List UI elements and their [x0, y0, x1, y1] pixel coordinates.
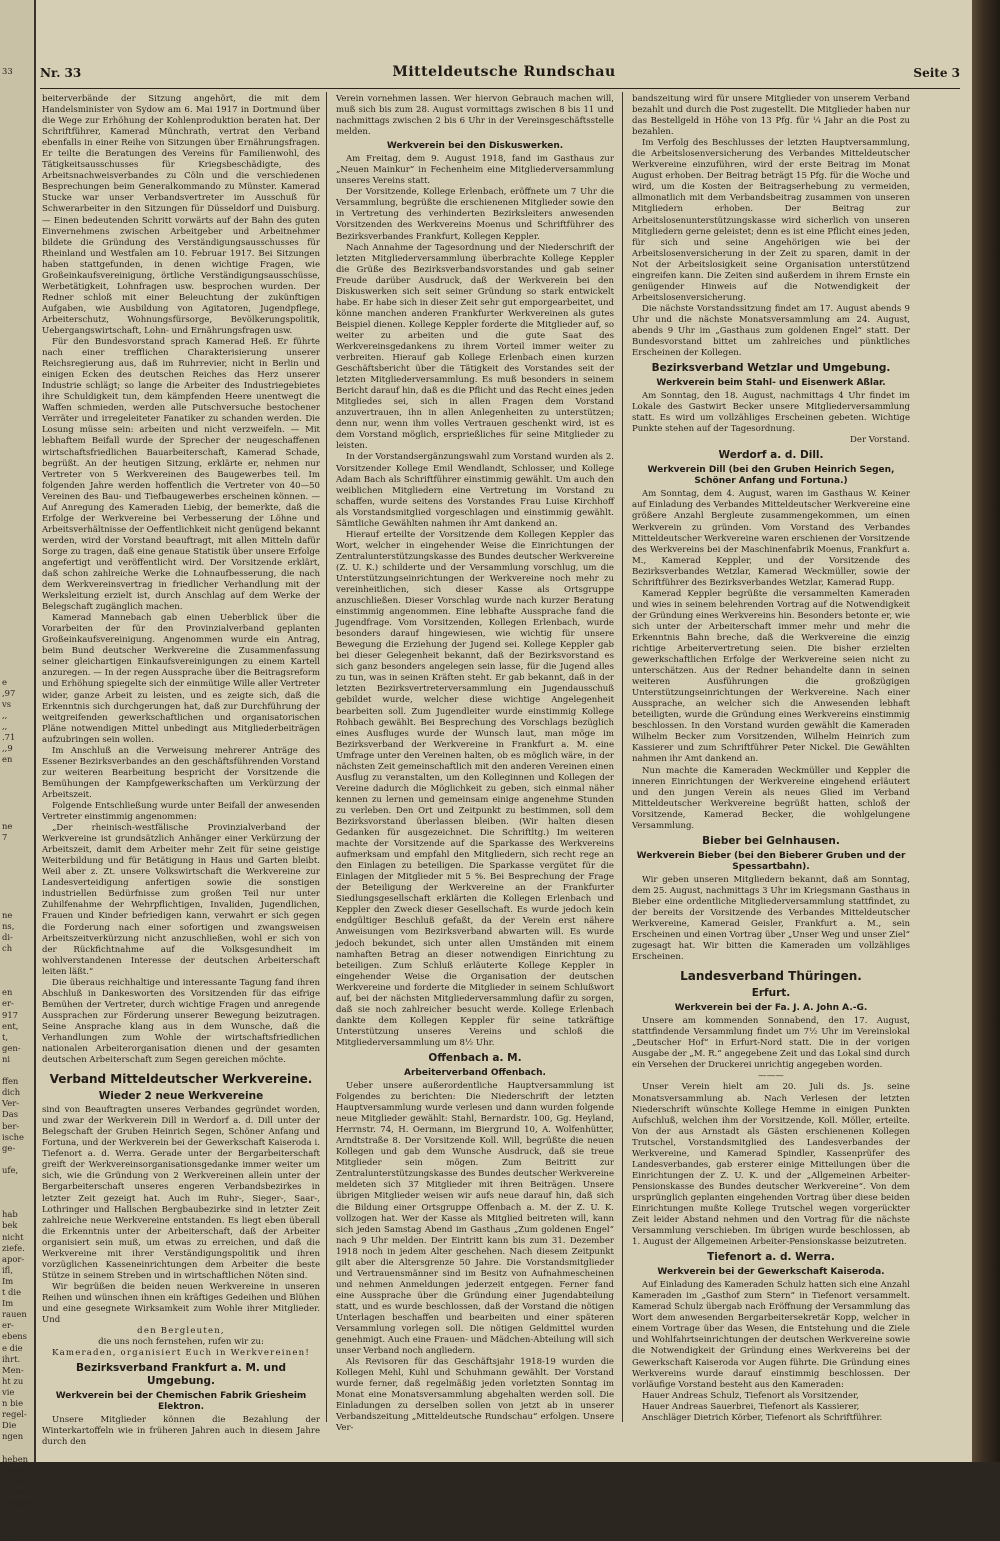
paragraph: Für den Bundesvorstand sprach Kamerad Heß. Er führte nach einer trefflichen Charakterisierung unserer Reichsregierung aus, daß im Ruhrrevier, nicht in Berlin und einigen Ecken des deutschen Reiches das Herz unserer Industrie schlägt; so lange die Arbeiter des Industriegebietes ihre Schuldigkeit tun, dem kämpfenden Heere unentwegt die Waffen schmieden, werden alle Putschversuche bestochener Verräter und irregeleiteter Fanatiker zu schanden werden. Die Losung müsse sein: arbeiten und nicht verzweifeln. — Mit lebhaftem Beifall wurde der Sprecher der neugeschaffenen wirtschaftsfriedlichen Bauarbeiterschaft, Kamerad Schade, begrüßt. An der heutigen Sitzung, erklärte er, nehmen nur Vertreter von 5 Werkvereinen des Baugewerbes teil. Im folgenden Jahre werden hoffentlich die Vertreter von 40—50 Vereinen des Bau- und Tiefbaugewerbes erscheinen können. — Auf Anregung des Kameraden Liebig, der bemerkte, daß die Erfolge der Werkvereine bei Verbesserung der Löhne und Arbeitsverhältnisse der Oeffentlichkeit nicht genügend bekannt werden, wird der Vorstand beauftragt, mit allen Mitteln dafür Sorge zu tragen, daß eine genaue Statistik über unsere Erfolge angefertigt und veröffentlicht wird. Der Vorsitzende erklärt, daß schon zahlreiche Werke die Lohnaufbesserung, die nach dem Werkvereinsvertrag in friedlicher Verhandlung mit der Werksleitung erzielt ist, durch Anschlag auf dem Werke der Belegschaft zugänglich machen. [42, 337, 320, 613]
previous-page-text-fragment: gt.) [2, 1531, 17, 1541]
article-heading: Werkverein bei den Diskuswerken. [386, 141, 564, 152]
previous-page-text-fragment: heben [2, 1453, 29, 1464]
previous-page-text-fragment: dich [2, 1087, 21, 1098]
book-binding [972, 0, 1000, 1462]
previous-page-text-fragment: e die [2, 1342, 23, 1353]
section-heading: Offenbach a. M. [428, 1051, 522, 1064]
previous-page-text-fragment: ent, [2, 1020, 19, 1031]
paragraph: Der Vorsitzende, Kollege Erlenbach, eröffnete um 7 Uhr die Versammlung, begrüßte die erschienenen Mitglieder sowie den in Vertretung des verhinderten Bezirksleiters anwesenden Vorsitzenden des Werkvereins Moenus und Schriftführer des Bezirksverbandes Frankfurt, Kollegen Keppler. [336, 187, 614, 242]
issue-number: Nr. 33 [40, 66, 82, 80]
paragraph: sind von Beauftragten unseres Verbandes gegründet worden, und zwar der Werkverein Dill in Werdorf a. d. Dill unter der Belegschaft der Gruben Heinrich Segen, Schöner Anfang und Fortuna, und der Werkverein bei der Gewerkschaft Kaiseroda i. Tiefenort a. d. Werra. Gerade unter der Bergarbeiterschaft greift der Werkvereinsorganisationsgedanke immer weiter um sich, wie die Gründung von 2 Werkvereinen allein unter der Bergarbeiterschaft unseres engeren Verbandsbezirkes in letzter Zeit gezeigt hat. Auch im Ruhr-, Sieger-, Saar-, Lothringer und Hallschen Bergbaubezirke sind in letzter Zeit zahlreiche neue Werkvereine entstanden. Es liegt eben überall die Erkenntnis unter der Arbeiterschaft, daß der Arbeiter organisiert sein muß, um etwas zu erreichen, und daß die Werkvereine mit ihrer Verständigungspolitik und ihren vorzüglichen Kasseneinrichtungen dem Arbeiter die beste Stütze in seinem Streben und in wirtschaftlichen Nöten sind. [42, 1105, 320, 1281]
appeal-line: Kameraden, organisiert Euch in Werkvereinen! [52, 1348, 310, 1359]
previous-page-text-fragment: helnd. [2, 1464, 29, 1475]
previous-page-text-fragment: ber- [2, 1120, 20, 1131]
article-heading: Wieder 2 neue Werkvereine [98, 1090, 264, 1103]
page-header [36, 58, 972, 84]
section-heading: Bieber bei Gelnhausen. [702, 834, 840, 847]
previous-page-text-fragment: Die [2, 1420, 17, 1431]
paragraph: bandszeitung wird für unsere Mitglieder von unserem Verband bezahlt und durch die Post zugestellt. Die Mitglieder haben nur das Bestellgeld in Höhe von 13 Pfg. für ¼ Jahr an die Post zu bezahlen. [632, 94, 910, 138]
previous-page-text-fragment: Das [2, 1109, 19, 1120]
previous-page-edge [0, 0, 37, 1541]
paragraph: Unsere Mitglieder können die Bezahlung der Winterkartoffeln wie in früheren Jahren auch in diesem Jahre durch den [42, 1415, 320, 1448]
previous-page-text-fragment: gen- [2, 1042, 21, 1053]
previous-page-text-fragment: ni [2, 1053, 11, 1064]
previous-page-text-fragment: Ver- [2, 1098, 20, 1109]
previous-page-text-fragment: t die [2, 1287, 22, 1297]
paragraph: Am Sonntag, den 18. August, nachmittags 4 Uhr findet im Lokale des Gastwirt Becker unsere Mitgliederversammlung statt. Es wird um vollzähliges Erscheinen gebeten. Wichtige Punkte stehen auf der Tagesordnung. [632, 391, 910, 435]
article-heading: Werkverein bei der Gewerkschaft Kaiseroda. [657, 1267, 885, 1278]
previous-page-text-fragment: regel- [2, 1409, 27, 1420]
paragraph: Die nächste Vorstandssitzung findet am 17. August abends 9 Uhr und die nächste Monatsversammlung am 24. August, abends 9 Uhr im „Gasthaus zum goldenen Engel“ statt. Der Bundesvorstand bittet um zahlreiches und pünktliches Erscheinen der Kollegen. [632, 303, 910, 359]
paragraph: Hierauf erteilte der Vorsitzende dem Kollegen Keppler das Wort, welcher in eingehender Weise die Einrichtungen der Zentralunterstützungskasse des Bundes deutscher Werkvereine (Z. U. K.) schilderte und der Versammlung vorschlug, um die Unterstützungseinrichtungen der Werkvereine noch mehr zu vereinheitlichen, sich dieser Kasse als Ortsgruppe anzuschließen. Dieser Vorschlag wurde nach kurzer Beratung einstimmig angenommen. Eine lebhafte Aussprache fand die Jugendfrage. Vom Vorsitzenden, Kollegen Erlenbach, wurde besonders darauf hingewiesen, wie wichtig für unsere Bewegung die Erziehung der Jugend sei. Kollege Keppler gab bei dieser Gelegenheit bekannt, daß der Bezirksvorstand es sich ganz besonders angelegen sein lasse, für die Jugend alles zu tun, was in seinen Kräften steht. Er gab bekannt, daß in der letzten Bezirksvertreterversammlung ein Jugendausschuß gebildet wurde, welcher diese wichtige Angelegenheit bearbeiten soll. Zum Jugendleiter wurde einstimmig Kollege Rohbach gewählt. Bei Besprechung des Vorschlags bezüglich eines Ausfluges wurde der Wunsch laut, man möge im Bezirksverband der Werkvereine in Frankfurt a. M. eine Umfrage unter den Vereinen halten, ob es möglich wäre, in der nächsten Zeit gemeinschaftlich mit den anderen Vereinen einen Ausflug zu veranstalten, um den Kolleginnen und Kollegen der Vereine dadurch die Möglichkeit zu geben, sich einmal näher kennen zu lernen und gemeinsam einige angenehme Stunden zu verleben. Den Ort und Zeitpunkt zu bestimmen, soll dem Bezirksvorstand überlassen bleiben. (Wir halten diesen Gedanken für ausgezeichnet. Die Schriftltg.) Im weiteren machte der Vorsitzende auf die Sparkasse des Werkvereins aufmerksam und empfahl den Mitgliedern, sich recht rege an den Einlagen zu beteiligen. Die Sparkasse vergütet für die Einlagen der Mitglieder mit 5 %. Bei Besprechung der Frage der Beteiligung der Werkvereine an der Frankfurter Siedlungsgesellschaft erklärten die Kollegen Erlenbach und Keppler den Zweck dieser Gesellschaft. Es wurde jedoch kein endgültiger Beschluß gefaßt, da der Verein erst nähere Anweisungen vom Bezirksverband abwarten will. Es wurde jedoch bekundet, sich unter allen Umständen mit einem namhaften Betrag an dieser notwendigen Einrichtung zu beteiligen. Zum Schluß erläuterte Kollege Keppler in eingehender Weise die Organisation der deutschen Werkvereine und forderte die Mitglieder in seinem Schlußwort auf, bei der nächsten Mitgliederversammlung dafür zu sorgen, daß sie noch zahlreicher besucht werde. Kollege Erlenbach dankte dem Kollegen Keppler für seine tatkräftige Unterstützung unseres Vereins und schloß die Mitgliederversammlung um 8½ Uhr. [336, 529, 614, 1048]
appeal-line: den Bergleuten, [137, 1326, 225, 1337]
previous-page-text-fragment: ifl, [2, 1264, 13, 1275]
paragraph: Ueber unsere außerordentliche Hauptversammlung ist Folgendes zu berichten: Die Niederschrift der letzten Hauptversammlung wurde verlesen und dann wurden folgende neue Mitglieder gewählt: Stahl, Bernardstr. 100, Gg. Heyland, Herrnstr. 74, H. Oermann, im Biergrund 10, A. Wolfenhütter, Arndtstraße 8. Der Vorsitzende Koll. Will, begrüßte die neuen Kollegen und gab dem Wunsche Ausdruck, daß sie treue Mitglieder sein mögen. Zum Beitritt zur Zentralunterstützungskasse des Bundes deutscher Werkvereine meldeten sich 37 Mitglieder mit ihren Beiträgen. Unsere übrigen Mitglieder weisen wir aufs neue darauf hin, daß sich die Bildung einer Ortsgruppe Offenbach a. M. der Z. U. K. vollzogen hat. Wer der Kasse als Mitglied beitreten will, kann sich jeden Samstag Abend im Gasthaus „Zum goldenen Engel“ nach 9 Uhr melden. Der Eintritt kann bis zum 31. Dezember 1918 noch in jedem Alter geschehen. Nach diesem Zeitpunkt gilt aber die Altersgrenze 50 Jahre. Die Vorstandsmitglieder und Vertrauensmänner sind im Besitz von Aufnahmescheinen und nehmen Anmeldungen jederzeit entgegen. Ferner fand eine Aussprache über die Gründung einer Jugendabteilung statt, und es wurde beschlossen, daß der Vorstand die nötigen Unterlagen beschaffen und bearbeiten und einer späteren Versammlung vorlegen soll. Die nötigen Geldmittel wurden genehmigt. Auch eine Frauen- und Mädchen-Abteilung will sich unser Verband noch angliedern. [336, 1080, 614, 1357]
previous-page-text-fragment: ,97 [2, 687, 16, 698]
previous-page-text-fragment: ,, [2, 709, 8, 720]
paragraph: Im Verfolg des Beschlusses der letzten Hauptversammlung, die Arbeitslosenversicherung des Verbandes Mitteldeutscher Werkvereine einzuführen, wird der erste Beitrag im Monat August erhoben. Der Beitrag beträgt 15 Pfg. für die Woche und wird, um die Kosten der Beitragserhebung zu vermeiden, allmonatlich mit dem Verbandsbeitrag zusammen von unseren Mitgliedern erhoben. Der Beitrag zur Arbeitslosenunterstützungskasse wird sicherlich von unseren Mitgliedern gerne geleistet; denn es ist eine Pflicht eines jeden, für sich und seine Angehörigen wie bei der Arbeitslosenversicherung in der Zeit zu sparen, damit in der Not der Arbeitslosigkeit seine Organisation unterstützend eingreifen kann. Die Zeiten sind außerdem in ihrem Ernste ein genügender Hinweis auf die Notwendigkeit der Arbeitslosenversicherung. [632, 138, 910, 303]
paragraph: Folgende Entschließung wurde unter Beifall der anwesenden Vertreter einstimmig angenommen: [42, 801, 320, 823]
previous-page-text-fragment: di- [2, 931, 13, 942]
section-heading: Verband Mitteldeutscher Werkvereine. [49, 1072, 313, 1087]
previous-page-text-fragment: bek [2, 1220, 18, 1231]
previous-page-text-fragment: ns, [2, 920, 15, 931]
paragraph: Kamerad Mannebach gab einen Ueberblick über die Vorarbeiten der für den Provinzialverband geplanten Großeinkaufsvereinigung. Angenommen wurde ein Antrag, beim Bund deutscher Werkvereine die Zusammenfassung seiner gleichartigen Einkaufsvereinigungen zu einem Kartell anzuregen. — In der regen Aussprache über die Beitragsreform und Erhöhung spiegelte sich der einmütige Wille aller Vertreter wider, ganze Arbeit zu leisten, und es zeigte sich, daß die Erkenntnis sich durchgerungen hat, daß zur Durchführung der weitgreifenden gewerkschaftlichen und organisatorischen Pläne notwendigen Mittel unbedingt aus Mitgliederbeiträgen aufzubringen sein wollen. [42, 613, 320, 745]
article-heading: Werkverein bei der Chemischen Fabrik Griesheim Elektron. [55, 1391, 307, 1413]
column-2 [336, 94, 614, 1436]
previous-page-text-fragment: Im [2, 1298, 14, 1309]
previous-page-text-fragment: er- [2, 1320, 14, 1331]
paragraph: Im Anschluß an die Verweisung mehrerer Anträge des Essener Bezirksverbandes an den geschäftsführenden Vorstand zur weiteren Bearbeitung bespricht der Vorsitzende die Bemühungen der Kampfgewerkschaften um Verkürzung der Arbeitszeit. [42, 745, 320, 800]
section-heading: Werdorf a. d. Dill. [718, 449, 824, 462]
resolution-text: „Der rheinisch-westfälische Provinzialverband der Werkvereine ist grundsätzlich Anhänger einer Verkürzung der Arbeitszeit, damit dem Arbeiter mehr Zeit für seine geistige Weiterbildung und für Betätigung in Haus und Garten bleibt. Weil aber z. Zt. unsere Volkswirtschaft die Werkvereine zur Landesverteidigung anfertigen sowie die sonstigen industriellen Bedürfnisse zum großen Teil nur unter Zuhilfenahme der Wehrpflichtigen, Invaliden, Jugendlichen, Frauen und Kinder befriedigen kann, verwahrt er sich gegen die Forderung nach einer sofortigen und zwangsweisen Arbeitszeitverkürzung nicht anzuschließen, wohl er sich von der Rückfichtnahme auf die Volksgesundheit im wohlverstandenen Interesse der deutschen Arbeiterschaft leiten läßt.“ [42, 823, 320, 977]
newspaper-title: Mitteldeutsche Rundschau [392, 64, 616, 80]
paragraph: Wir begrüßen die beiden neuen Werkvereine in unseren Reihen und wünschen ihnen ein kräftiges Gedeihen und Blühen und eine gesegnete Wirksamkeit zum Wohle ihrer Mitglieder. Und [42, 1281, 320, 1326]
paragraph: Die überaus reichhaltige und interessante Tagung fand ihren Abschluß in Dankesworten des Vorsitzenden für das eifrige Bemühen der Vertreter, durch wichtige Fragen und anregende Aussprachen zur Förderung unserer Bewegung beizutragen. Seine Ansprache klang aus in dem Wunsche, daß die Verhandlungen zum Wohle der wirtschaftsfriedlichen nationalen Arbeiterorganisation dienen und der gesamten deutschen Arbeiterschaft zum Segen gereichen möchte. [42, 977, 320, 1066]
section-heading: Bezirksverband Wetzlar und Umgebung. [651, 362, 891, 375]
section-heading: Tiefenort a. d. Werra. [707, 1251, 835, 1264]
paragraph: Am Freitag, dem 9. August 1918, fand im Gasthaus zur „Neuen Mainkur“ in Fechenheim eine Mitgliederversammlung unseres Vereins statt. [336, 154, 614, 187]
article-heading: Werkverein Bieber (bei den Bieberer Gruben und der Spessartbahn). [636, 850, 906, 872]
previous-page-text-fragment: ische [2, 1131, 25, 1142]
column-1 [42, 94, 320, 1448]
paragraph: Unser Verein hielt am 20. Juli ds. Js. seine Monatsversammlung ab. Nach Verlesen der letzten Niederschrift wünschte Kollege Hemme in einigen Punkten Aufschluß, welchen ihm der Vorsitzende, Koll. Möller, erteilte. Von der aus Arnstadt als Gästen erschienenen Kollegen Trutschel, Vorstandsmitglied des Landesverbandes der Werkvereine, und Kamerad Spindler, Kassenprüfer des Landesverbandes, gab ersterer einige Mitteilungen über die Einrichtungen der Z. U. K. und der „Allgemeinen Arbeiter-Pensionskasse des Bundes deutscher Werkvereine“. Von dem ursprünglich geplanten eingehenden Vortrag über diese beiden Einrichtungen mußte Kollege Trutschel wegen vorgerückter Zeit leider Abstand nehmen und den Vortrag für die nächste Versammlung verschieben. Im übrigen wurde beschlossen, ab 1. August der Allgemeinen Arbeiter-Pensionskasse beizutreten. [632, 1082, 910, 1248]
newspaper-page [36, 0, 972, 1462]
paragraph: Verein vornehmen lassen. Wer hiervon Gebrauch machen will, muß sich bis zum 28. August vormittags zwischen 8 bis 11 und nachmittags zwischen 2 bis 6 Uhr in der Vereinsgeschäftsstelle melden. [336, 94, 614, 138]
article-heading: Werkverein beim Stahl- und Eisenwerk Aßlar. [656, 378, 886, 389]
paragraph: beiterverbände der Sitzung angehört, die mit dem Handelsminister von Sydow am 6. Mai 1917 in Dortmund über die Wege zur Erhöhung der Kohlenproduktion beraten hat. Der Schriftführer, Kamerad Münchrath, vertrat den Verband ebenfalls in einer Reihe von Sitzungen über Ernährungsfragen. Er teilte die Beratungen des Vereins für Familienwohl, des Tätigkeitsausschusses für Kriegsbeschädigte, des Arbeitsnachweisverbandes zu Cöln und die verschiedenen Besprechungen beim Generalkommando zu Münster. Kamerad Stucke war unser Verbandsvertreter im Ausschuß für Schwerarbeiter in den Sitzungen für Düsseldorf und Duisburg. — Einen bedeutenden Schritt vorwärts auf der Bahn des guten Einvernehmens zwischen Arbeitgeber und Arbeitnehmer bildete die Gründung des Verständigungsausschusses für Rheinland und Westfalen am 10. Februar 1917. Bei Sitzungen haben stattgefunden, in denen wichtige Fragen, wie Großeinkaufsvereinigung, örtliche Verständigungsausschüsse, Werbetätigkeit, Lohnfragen usw. besprochen wurden. Der Redner schloß mit einer Beleuchtung der zukünftigen Aufgaben, wie Ausbildung von Agitatoren, Jugendpflege, Arbeiterschutz, Wohnungsfürsorge, Bevölkerungspolitik, Uebergangswirtschaft, Lohn- und Ernährungsfragen usw. [42, 94, 320, 336]
previous-page-text-fragment: 917 [2, 1009, 18, 1020]
previous-page-text-fragment: Ktrone [2, 1497, 32, 1508]
previous-page-text-fragment: ngen [2, 1431, 24, 1442]
article-heading: Werkverein bei der Fa. J. A. John A.-G. [674, 1003, 868, 1014]
previous-page-text-fragment: e [2, 676, 7, 687]
paragraph: In der Vorstandsergänzungswahl zum Vorstand wurden als 2. Vorsitzender Kollege Emil Wendlandt, Schlosser, und Kollege Adam Bach als Schriftführer einstimmig gewählt. Um auch den weiblichen Mitgliedern eine Vertretung im Vorstand zu schaffen, wurde seitens des Vorstandes Frau Luise Kirchhoff als Vorstandsmitglied vorgeschlagen und einstimmig gewählt. Sämtliche Gewählten nahmen ihr Amt dankend an. [336, 452, 614, 529]
previous-page-text-fragment: ne [2, 820, 13, 831]
paragraph: Am Sonntag, dem 4. August, waren im Gasthaus W. Keiner auf Einladung des Verbandes Mitteldeutscher Werkvereine eine größere Anzahl Bergleute zusammengekommen, um einen Werkverein zu gründen. Vom Vorstand des Verbandes Mitteldeutscher Werkvereine waren erschienen der Vorsitzende des Werkvereins bei der Maschinenfabrik Moenus, Frankfurt a. M., Kamerad Keppler, und der Vorsitzende des Bezirksverbandes Wetzlar, Kamerad Weckmüller, sowie der Schriftführer des Bezirksverbandes Wetzlar, Kamerad Rupp. [632, 489, 910, 588]
previous-page-text-fragment: .71 [2, 732, 16, 742]
previous-page-text-fragment: en [2, 754, 13, 765]
previous-page-text-fragment: ht zu [2, 1375, 24, 1386]
separator: ——— [758, 1071, 784, 1082]
section-heading: Landesverband Thüringen. [680, 969, 862, 984]
paragraph: Wir geben unseren Mitgliedern bekannt, daß am Sonntag, dem 25. August, nachmittags 3 Uhr im Kriegsmann Gasthaus in Bieber eine ordentliche Mitgliederversammlung stattfindet, zu der bereits der Vorsitzende des Verbandes Mitteldeutscher Werkvereine, Kamerad Geisler, Frankfurt a. M., sein Erscheinen und einen Vortrag über „Unser Weg und unser Ziel“ zugesagt hat. Wir bitten die Kameraden um vollzähliges Erscheinen. [632, 874, 910, 963]
previous-page-text-fragment: n bie [2, 1398, 24, 1408]
page-number: Seite 3 [913, 66, 960, 80]
previous-page-text-fragment: vs [2, 698, 12, 709]
previous-page-text-fragment: er- [2, 998, 14, 1009]
previous-page-text-fragment: rauen [2, 1309, 27, 1320]
article-heading: Arbeiterverband Offenbach. [404, 1067, 546, 1078]
column-divider-1 [326, 92, 327, 1422]
previous-page-text-fragment: ne [2, 909, 13, 920]
previous-page-text-fragment: ,,9 [2, 743, 13, 754]
subsection-heading: Erfurt. [751, 987, 791, 1000]
previous-page-text-fragment: en [2, 987, 13, 998]
previous-page-text-fragment: nicht [2, 1231, 24, 1242]
board-member-line: Anschläger Dietrich Körber, Tiefenort als Schriftführer. [642, 1412, 883, 1423]
appeal-line: die uns noch fernstehen, rufen wir zu: [98, 1337, 264, 1348]
paragraph: Als Revisoren für das Geschäftsjahr 1918-19 wurden die Kollegen Mehl, Kuhl und Schuhmann gewählt. Der Vorstand wurde ferner, daß regelmäßig jeden vorletzten Sonntag im Monat eine Monatsversammlung abgehalten werden soll. Die Einladungen zu derselben sollen von jetzt ab in unserer Verbandszeitung „Mitteldeutsche Rundschau“ erfolgen. Unsere Ver- [336, 1357, 614, 1434]
previous-page-text-fragment: ch [2, 942, 13, 953]
previous-page-text-fragment: ,, [2, 720, 8, 731]
previous-page-text-fragment: vie [2, 1386, 15, 1397]
previous-page-text-fragment: n ge- [2, 1475, 24, 1486]
paragraph: Auf Einladung des Kameraden Schulz hatten sich eine Anzahl Kameraden im „Gasthof zum Stern“ in Tiefenort versammelt. Kamerad Schulz übergab nach Eröffnung der Versammlung das Wort dem anwesenden Bergarbeitersekretär Kopp, welcher in einem Vortrage über das Wesen, die Entstehung und die Ziele und Wohlfahrtseinrichtungen der deutschen Werkvereine sowie die Notwendigkeit der Gründung eines Werkvereins bei der Gewerkschaft Kaiseroda vor Augen führte. Die Gründung eines Werkvereins wurde darauf einstimmig beschlossen. Der vorläufige Vorstand besteht aus den Kameraden: [632, 1280, 910, 1390]
previous-page-text-fragment: hab [2, 1209, 18, 1220]
signature: Der Vorstand. [850, 435, 910, 446]
previous-page-text-fragment: 7 [2, 831, 8, 842]
previous-page-text-fragment: ge- [2, 1142, 16, 1153]
previous-page-text-fragment: Men- [2, 1364, 24, 1375]
previous-page-text-fragment: ebens [2, 1331, 27, 1342]
previous-page-text-fragment: ziefe. [2, 1242, 25, 1253]
previous-page-text-fragment: n Die [2, 1486, 25, 1497]
paragraph: Kamerad Keppler begrüßte die versammelten Kameraden und wies in seinem belehrenden Vortrag auf die Notwendigkeit der Gründung eines Werkvereins hin. Besonders betonte er, wie sich unter der Arbeiterschaft immer mehr und mehr die Erkenntnis Bahn breche, daß die Werkvereine die einzig richtige Arbeitervertretung seien. Die bisher erzielten gewerkschaftlichen Erfolge der Werkvereine seien nicht zu unterschätzen. Aus der Redner behandelte dann in seinen weiteren Ausführungen die großzügigen Unterstützungseinrichtungen der Werkvereine. Nach einer Aussprache, an welcher sich die Anwesenden lebhaft beteiligten, wurde die Gründung eines Werkvereins einstimmig beschlossen. In den Vorstand wurden gewählt die Kameraden Wilhelm Becker zum Vorsitzenden, Wilhelm Heinrich zum Kassierer und zum Schriftführer Peter Nickel. Die Gewählten nahmen ihr Amt dankend an. [632, 588, 910, 765]
article-heading: Werkverein Dill (bei den Gruben Heinrich Segen, Schöner Anfang und Fortuna.) [647, 465, 895, 487]
column-divider-2 [622, 92, 623, 1422]
column-3 [632, 94, 910, 1436]
paragraph: Nun machte die Kameraden Weckmüller und Keppler die inneren Einrichtungen der Werkvereine eingehend erläutert und den jungen Verein als neues Glied im Verband Mitteldeutscher Werkvereine begrüßt hatten, schloß der Vorsitzende, Kamerad Becker, die wohlgelungene Versammlung. [632, 765, 910, 831]
previous-page-text-fragment: ihrt. [2, 1353, 21, 1364]
previous-page-text-fragment: ffen [2, 1076, 19, 1087]
header-rule [40, 88, 960, 89]
board-member-line: Hauer Andreas Schulz, Tiefenort als Vorsitzender, [642, 1390, 859, 1401]
previous-page-text-fragment: Im [2, 1275, 14, 1286]
previous-page-text-fragment: t, [2, 1031, 9, 1042]
previous-page-text-fragment: ufe, [2, 1164, 19, 1175]
paragraph: Unsere am kommenden Sonnabend, den 17. August, stattfindende Versammlung findet um 7½ Uhr im Vereinslokal „Deutscher Hof“ in Erfurt-Nord statt. Die in der vorigen Ausgabe der „M. R.“ angegebene Zeit und das Lokal sind durch ein Versehen der Druckerei unrichtig angegeben worden. [632, 1016, 910, 1071]
board-member-line: Hauer Andreas Sauerbrei, Tiefenort als Kassierer, [642, 1401, 860, 1412]
paragraph: Nach Annahme der Tagesordnung und der Niederschrift der letzten Mitgliederversammlung überbrachte Kollege Keppler die Grüße des Bezirksverbandsvorstandes und gab seiner Freude darüber Ausdruck, daß der Werkverein bei den Diskuswerken sich seit seiner Gründung so stark entwickelt habe. Er habe sich in dieser Zeit sehr gut emporgearbeitet, und könne manchen anderen Frankfurter Werkvereinen als gutes Beispiel dienen. Kollege Keppler forderte die Mitglieder auf, so weiter zu arbeiten und die gute Saat des Werkvereinsgedankens zu ihrem Vorteil immer weiter zu verbreiten. Hierauf gab Kollege Erlenbach einen kurzen Geschäftsbericht über die Tätigkeit des Vorstandes seit der letzten Mitgliederversammlung. Es muß besonders in seinem Bericht darauf hin, daß es die Pflicht und das Recht eines jeden Mitgliedes sei, sich in allen Fragen dem Vorstand anzuvertrauen, ihn in allen Anlegenheiten zu unterstützen; denn nur, wenn ihm volles Vertrauen geschenkt wird, ist es dem Vorstand möglich, ersprießliches für seine Mitglieder zu leisten. [336, 242, 614, 452]
previous-page-text-fragment: 33 [2, 66, 13, 76]
section-heading: Bezirksverband Frankfurt a. M. und Umgebung. [75, 1362, 287, 1388]
previous-page-text-fragment: apor- [2, 1253, 25, 1264]
